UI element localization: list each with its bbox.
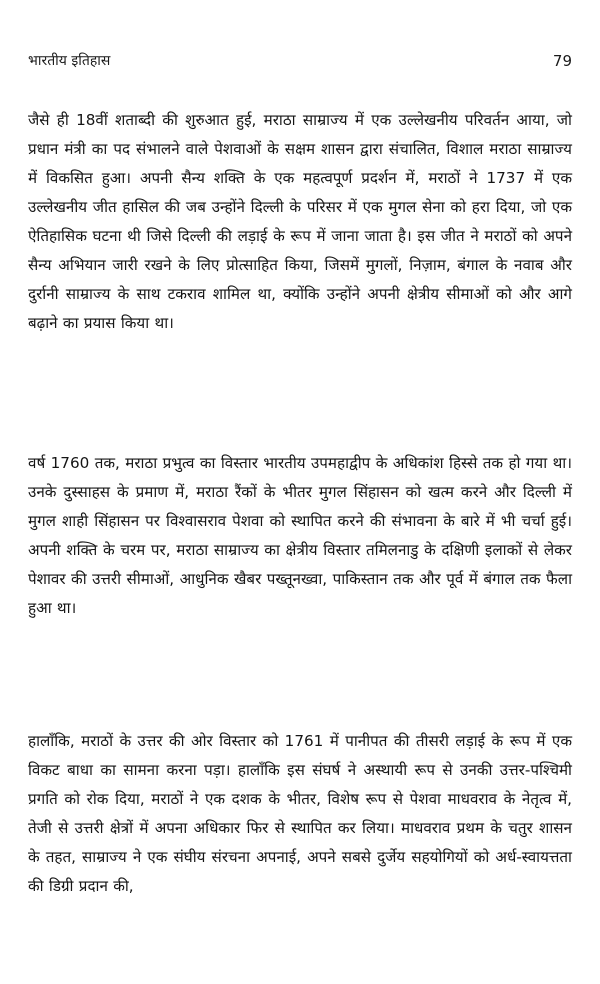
paragraph-1: जैसे ही 18वीं शताब्दी की शुरुआत हुई, मराठा साम्राज्य में एक उल्लेखनीय परिवर्तन आया, जो प्रधान मंत्री का पद संभालने वाले पेशवाओं के सक्षम शासन द्वारा संचालित, विशाल मराठा साम्राज्य में विकसित हुआ। अपनी सैन्य शक्ति के एक महत्वपूर्ण प्रदर्शन में, मराठों ने 1737 में एक उल्लेखनीय जीत हासिल की जब उन्होंने दिल्ली के परिसर में एक मुगल सेना को हरा दिया, जो एक ऐतिहासिक घटना थी जिसे दिल्ली की लड़ाई के रूप में जाना जाता है। इस जीत ने मराठों को अपने सैन्य अभियान जारी रखने के लिए प्रोत्साहित किया, जिसमें मुगलों, निज़ाम, बंगाल के नवाब और दुर्रानी साम्राज्य के साथ टकराव शामिल था, क्योंकि उन्होंने अपनी क्षेत्रीय सीमाओं को और आगे बढ़ाने का प्रयास किया था। (28, 111, 572, 332)
running-head: भारतीय इतिहास (28, 53, 111, 69)
paragraph-2: वर्ष 1760 तक, मराठा प्रभुत्व का विस्तार भारतीय उपमहाद्वीप के अधिकांश हिस्से तक हो गया था। उनके दुस्साहस के प्रमाण में, मराठा रैंकों के भीतर मुगल सिंहासन को खत्म करने और दिल्ली में मुगल शाही सिंहासन पर विश्वासराव पेशवा को स्थापित करने की संभावना के बारे में भी चर्चा हुई। अपनी शक्ति के चरम पर, मराठा साम्राज्य का क्षेत्रीय विस्तार तमिलनाडु के दक्षिणी इलाकों से लेकर पेशावर की उत्तरी सीमाओं, आधुनिक खैबर पख्तूनख्वा, पाकिस्तान तक और पूर्व में बंगाल तक फैला हुआ था। (28, 454, 572, 617)
paragraph-3: हालाँकि, मराठों के उत्तर की ओर विस्तार को 1761 में पानीपत की तीसरी लड़ाई के रूप में एक विकट बाधा का सामना करना पड़ा। हालाँकि इस संघर्ष ने अस्थायी रूप से उनकी उत्तर-पश्चिमी प्रगति को रोक दिया, मराठों ने एक दशक के भीतर, विशेष रूप से पेशवा माधवराव के नेतृत्व में, तेजी से उत्तरी क्षेत्रों में अपना अधिकार फिर से स्थापित कर लिया। माधवराव प्रथम के चतुर शासन के तहत, साम्राज्य ने एक संघीय संरचना अपनाई, अपने सबसे दुर्जेय सहयोगियों को अर्ध-स्वायत्तता की डिग्री प्रदान की, (28, 732, 572, 895)
page-number: 79 (552, 52, 572, 70)
